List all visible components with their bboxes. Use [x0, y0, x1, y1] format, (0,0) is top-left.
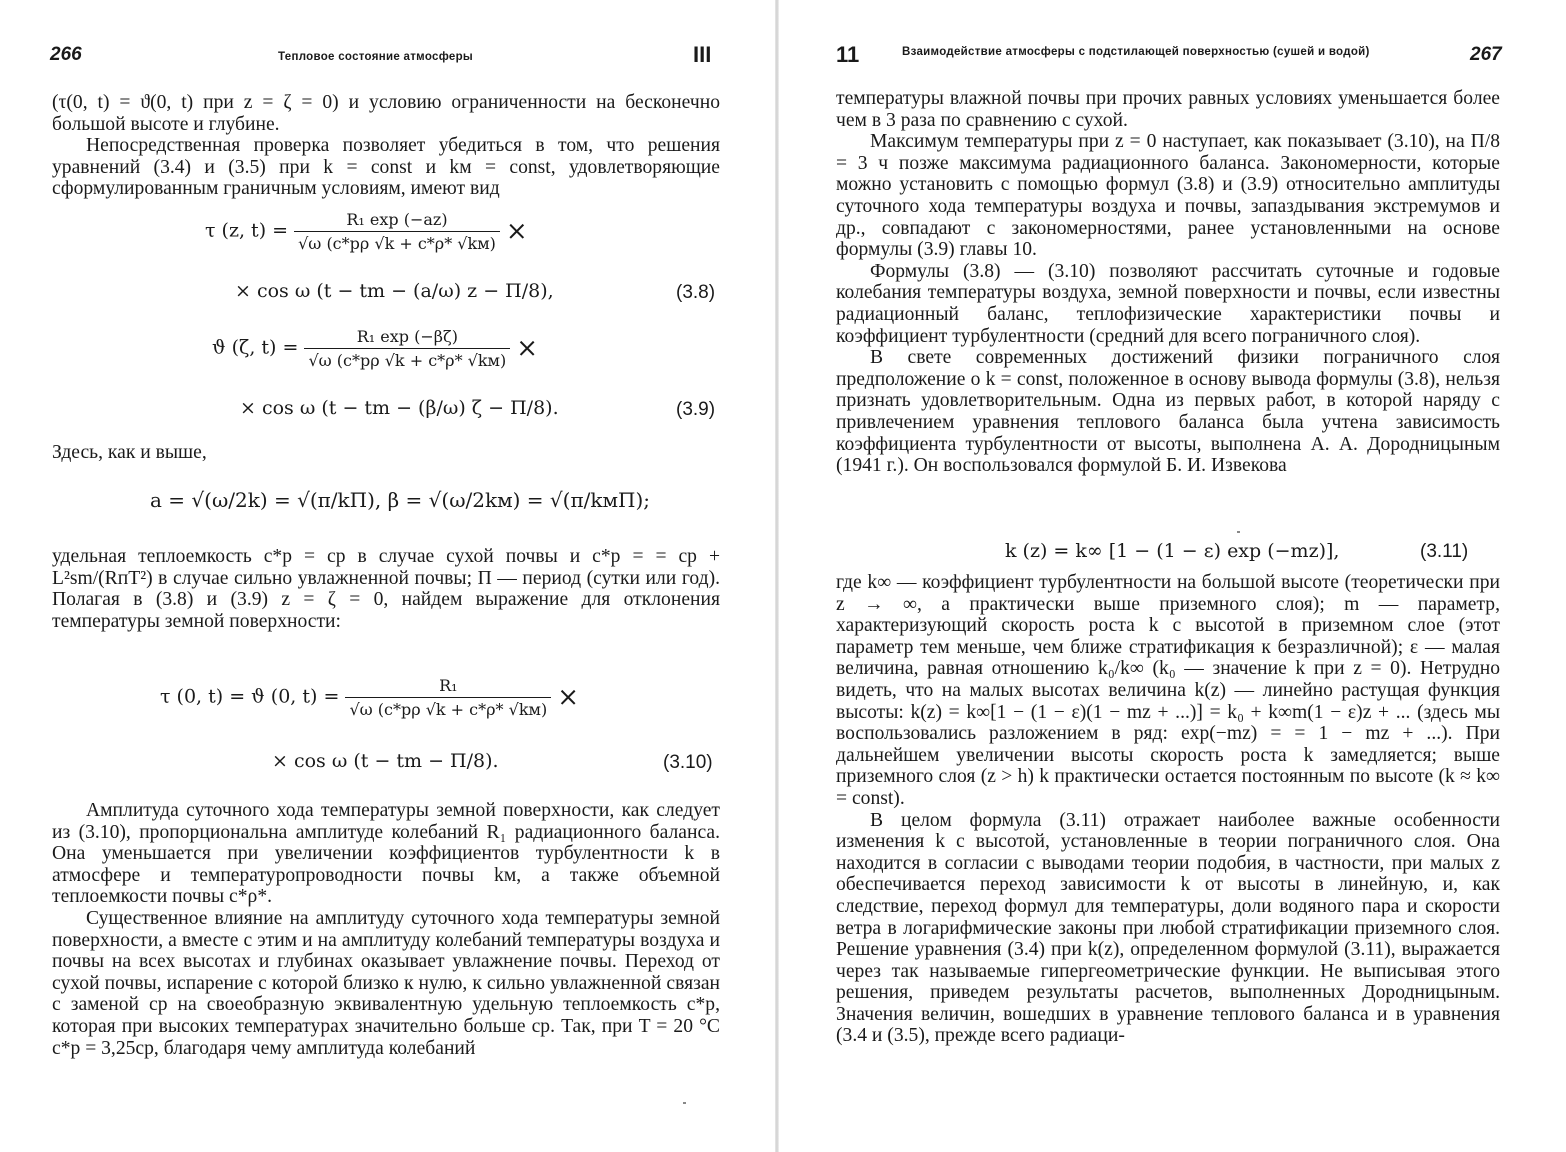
- equation-3-10: [160, 676, 579, 719]
- right-page: [780, 0, 1566, 1152]
- fraction-denominator: √ω (c*pρ √k + c*ρ* √kм): [308, 351, 507, 370]
- scan-speck: [1237, 531, 1240, 533]
- paragraph-text: Максимум температуры при z = 0 наступает, как показывает (3.10), на П/8 = 3 ч позже максимума радиационного баланса. Закономерности, которые можно установить с помощью формул (3.8) и (3.9) относительно амплитуды суточного хода температуры воздуха и почвы, запаздывания экстремумов и др., совпадают с закономерностями, ранее установленными на основе формулы (3.9) главы 10.: [836, 131, 1500, 261]
- scan-speck: [683, 1102, 686, 1104]
- equation-number: (3.10): [663, 752, 713, 773]
- equation-fraction: [294, 210, 500, 253]
- paragraph-text: где k∞ — коэффициент турбулентности на большой высоте (теоретически при z → ∞, а практически выше приземного слоя); m — параметр, характеризующий скорость роста k с высотой в приземном слое (этот параметр тем меньше, чем ближе стратификация к безразличной); ε — малая величина, равная отношению k₀/k∞ (k₀ — значение k при z = 0). Нетрудно видеть, что на малых высотах величина k(z) — линейно растущая функция высоты: k(z) = k∞[1 − (1 − ε)(1 − mz + ...)] = k₀ + k∞m(1 − ε)z + ... (здесь мы воспользовались разложением в ряд: exp(−mz) = = 1 − mz + ...). При дальнейшем увеличении высоты скорость роста k замедляется; выше приземного слоя (z > h) k практически остается постоянным по высоте (k ≈ k∞ = const).: [836, 572, 1500, 809]
- paragraph-text: Амплитуда суточного хода температуры земной поверхности, как следует из (3.10), пропорциональна амплитуде колебаний R₁ радиационного баланса. Она уменьшается при увеличении коэффициентов турбулентности k в атмосфере и температуропроводности почвы kм, а также объемной теплоемкости почвы c*ρ*.: [52, 800, 720, 908]
- paragraph: [52, 800, 720, 1059]
- fraction-denominator: √ω (c*pρ √k + c*ρ* √kм): [349, 700, 548, 719]
- paragraph-text: удельная теплоемкость c*p = cp в случае сухой почвы и c*p = = cp + L²sm/(RпT²) в случае сильно увлажненной почвы; П — период (сутки или год). Полагая в (3.8) и (3.9) z = ζ = 0, найдем выражение для отклонения температуры земной поверхности:: [52, 546, 720, 632]
- paragraph-text: Здесь, как и выше,: [52, 442, 207, 463]
- equation-3-10-line2: × cos ω (t − tm − П/8).: [272, 750, 499, 772]
- equation-number: (3.9): [676, 399, 716, 420]
- equation-3-8: [205, 210, 528, 253]
- equation-3-9-line2: × cos ω (t − tm − (β/ω) ζ − П/8).: [240, 397, 559, 419]
- fraction-numerator: R₁: [345, 676, 551, 698]
- paragraph: [52, 92, 720, 200]
- paragraph-text: В свете современных достижений физики пограничного слоя предположение о k = const, положенное в основу вывода формулы (3.8), нельзя признать удовлетворительным. Одна из первых работ, в которой наряду с привлечением уравнения теплового баланса была учтена зависимость коэффициента турбулентности от высоты, выполнена А. А. Дородницыным (1941 г.). Он воспользовался формулой Б. И. Извекова: [836, 347, 1500, 477]
- paragraph-text: (τ(0, t) = ϑ(0, t) при z = ζ = 0) и условию ограниченности на бесконечно большой высоте и глубине.: [52, 92, 720, 135]
- left-page: [0, 0, 778, 1152]
- equation-lhs: τ (z, t) =: [205, 219, 289, 242]
- chapter-mark: 11: [836, 42, 860, 67]
- fraction-numerator: R₁ exp (−βζ): [304, 327, 510, 349]
- running-title: Тепловое состояние атмосферы: [278, 51, 474, 63]
- times-sign: ×: [505, 216, 528, 247]
- equation-3-8-line2: × cos ω (t − tm − (a/ω) z − П/8),: [235, 280, 554, 302]
- equation-lhs: ϑ (ζ, t) =: [212, 336, 299, 359]
- paragraph-text: Непосредственная проверка позволяет убедиться в том, что решения уравнений (3.4) и (3.5) при k = const и kм = const, удовлетворяющие сформулированным граничным условиям, имеют вид: [52, 135, 720, 200]
- chapter-mark: III: [693, 42, 712, 67]
- equation-3-11: k (z) = k∞ [1 − (1 − ε) exp (−mz)],: [1005, 540, 1340, 562]
- right-page-header: [780, 44, 1566, 74]
- left-page-header: [0, 44, 778, 74]
- fraction-denominator: √ω (c*pρ √k + c*ρ* √kм): [298, 234, 496, 253]
- equation-fraction: [345, 676, 551, 719]
- paragraph: [52, 442, 720, 464]
- paragraph-text: Формулы (3.8) — (3.10) позволяют рассчитать суточные и годовые колебания температуры воздуха, земной поверхности и почвы, если известны радиационный баланс, теплофизические характеристики почвы и коэффициент турбулентности (средний для всего пограничного слоя).: [836, 260, 1500, 347]
- page-number: 266: [50, 44, 82, 65]
- times-sign: ×: [516, 333, 539, 364]
- paragraph: [52, 546, 720, 632]
- page-number: 267: [1470, 44, 1502, 65]
- fraction-numerator: R₁ exp (−az): [294, 210, 500, 232]
- equation-lhs: τ (0, t) = ϑ (0, t) =: [160, 685, 340, 708]
- paragraph: [836, 572, 1500, 1047]
- equation-3-9: [212, 327, 538, 370]
- paragraph-text: температуры влажной почвы при прочих равных условиях уменьшается более чем в 3 раза по сравнению с сухой.: [836, 88, 1500, 131]
- paragraph-text: В целом формула (3.11) отражает наиболее важные особенности изменения k с высотой, установленные в теории пограничного слоя. Она находится в согласии с выводами теории подобия, в частности, при малых z обеспечивается переход зависимости k от высоты в линейную, и, как следствие, переход формул для температуры, доли водяного пара и скорости ветра в логарифмические законы при любой стратификации приземного слоя. Решение уравнения (3.4) при k(z), определенном формулой (3.11), выражается через так называемые гипергеометрические функции. Не выписывая этого решения, приведем результаты расчетов, выполненных Дородницыным. Значения величин, вошедших в уравнение теплового баланса и в уравнения (3.4 и (3.5), прежде всего радиаци-: [836, 809, 1500, 1047]
- paragraph: [836, 88, 1500, 477]
- running-title: Взаимодействие атмосферы с подстилающей поверхностью (сушей и водой): [902, 46, 1370, 58]
- equation-number: (3.11): [1420, 541, 1469, 562]
- equation-fraction: [304, 327, 510, 370]
- times-sign: ×: [557, 682, 580, 713]
- paragraph-text: Существенное влияние на амплитуду суточного хода температуры земной поверхности, а вместе с этим и на амплитуду колебаний температуры воздуха и почвы на всех высотах и глубинах оказывает увлажнение почвы. Переход от сухой почвы, испарение с которой близко к нулю, к сильно увлажненной связан с заменой cp на своеобразную эквивалентную удельную теплоемкость c*p, которая при высоких температурах значительно больше cp. Так, при T = 20 °C c*p = 3,25cp, благодаря чему амплитуда колебаний: [52, 907, 720, 1059]
- equation-alpha-beta: a = √(ω/2k) = √(π/kП), β = √(ω/2kм) = √(π/kмП);: [150, 488, 651, 512]
- equation-number: (3.8): [676, 282, 716, 303]
